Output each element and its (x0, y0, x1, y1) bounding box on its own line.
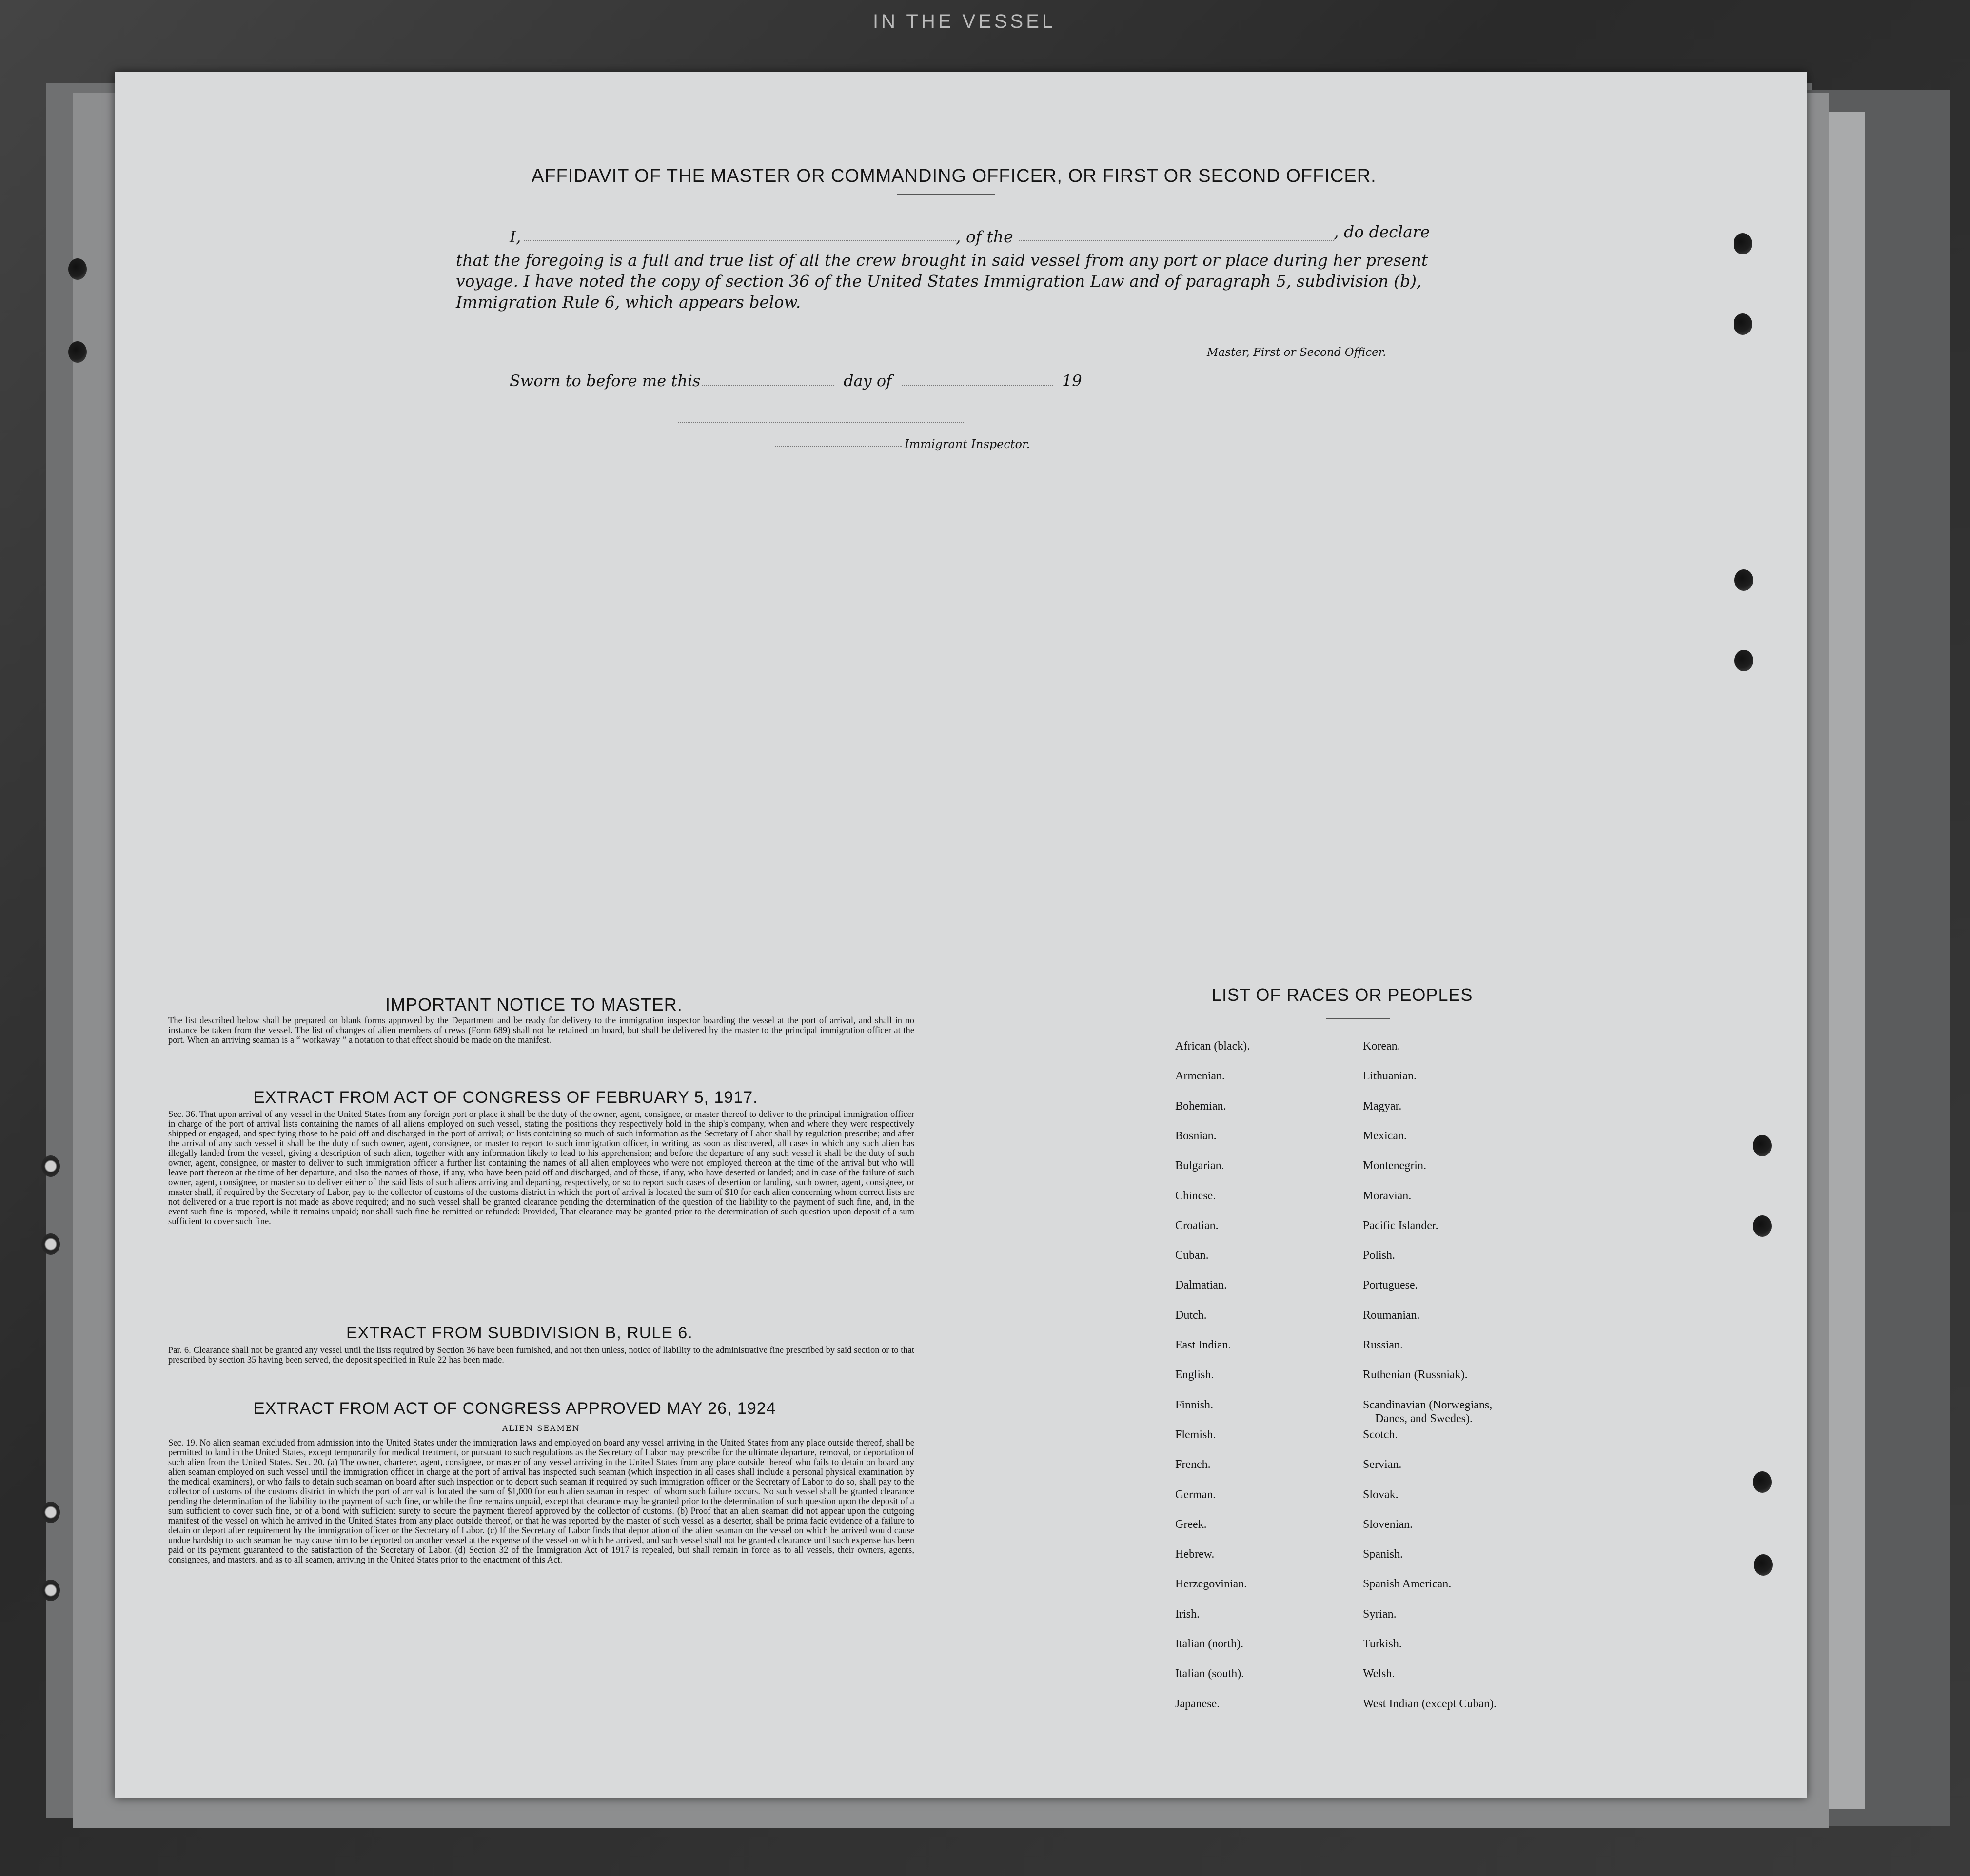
sworn-day-blank (702, 385, 834, 386)
inspector-line-1 (678, 422, 965, 423)
punch-hole (1753, 1471, 1772, 1493)
race-item: Pacific Islander. (1363, 1219, 1438, 1232)
race-item: Italian (south). (1175, 1667, 1244, 1681)
race-item: East Indian. (1175, 1339, 1231, 1351)
race-item: Croatian. (1175, 1219, 1219, 1232)
punch-hole (1754, 1554, 1773, 1576)
punch-hole (41, 1155, 60, 1177)
race-item: Russian. (1363, 1339, 1403, 1351)
race-item: Mexican. (1363, 1129, 1407, 1142)
race-item: Bosnian. (1175, 1129, 1217, 1142)
race-item: Greek. (1175, 1518, 1207, 1531)
sworn-label: Sworn to before me this (510, 371, 701, 390)
punch-hole (1734, 313, 1752, 335)
vessel-blank (1019, 240, 1334, 241)
extract2-title: EXTRACT FROM SUBDIVISION B, RULE 6. (346, 1324, 693, 1342)
race-item: French. (1175, 1458, 1211, 1471)
race-item: Syrian. (1363, 1607, 1397, 1621)
race-item: Roumanian. (1363, 1309, 1420, 1322)
race-item: Spanish American. (1363, 1578, 1452, 1591)
top-strip-text: IN THE VESSEL (873, 11, 1056, 32)
punch-hole (41, 1580, 60, 1601)
race-item: Cuban. (1175, 1249, 1209, 1262)
punch-hole (1734, 233, 1752, 254)
sworn-month-blank (902, 385, 1053, 386)
master-label: Master, First or Second Officer. (1207, 346, 1386, 359)
punch-hole (68, 341, 87, 363)
race-item: Scotch. (1363, 1428, 1398, 1441)
races-title: LIST OF RACES OR PEOPLES (1212, 985, 1473, 1005)
race-item: Servian. (1363, 1458, 1402, 1471)
race-item: Turkish. (1363, 1638, 1402, 1650)
year-label: 19 (1062, 371, 1082, 390)
punch-hole (41, 1502, 60, 1523)
punch-hole (1753, 1135, 1772, 1156)
notice-body: The list described below shall be prepared on blank forms approved by the Department and be ready for delivery to the immigration inspector boarding the vessel at the port of arrival, and shall in no instance be taken from the vessel. The list of changes of alien members of crews (Form 689) shall not be retained on board, but shall be delivered by the master to the principal immigration officer at the port. When an arriving seaman is a “ workaway ” a notation to that effect should be made on the manifest. (168, 1016, 914, 1045)
race-item: Welsh. (1363, 1667, 1395, 1681)
extract3-body: Sec. 19. No alien seaman excluded from admission into the United States under the immigration laws and employed on board any vessel arriving in the United States from any place outside thereof, shall be permitted to land in the United States, except temporarily for medical treatment, or pursuant to such regulations as the Secretary of Labor may prescribe for the ultimate departure, removal, or deportation of such alien from the United States. Sec. 20. (a) The owner, charterer, agent, consignee, or master of any vessel arriving in the United States from any place outside thereof who fails to detain on board any alien seaman employed on such vessel until the immigration officer in charge at the port of arrival has inspected such seaman (which inspection in all cases shall include a personal physical examination by the medical examiners), or who fails to detain such seaman on board after such inspection or to deport such seaman if required by such immigration officer or the Secretary of Labor to do so, shall pay to the collector of customs of the customs district in which the port of arrival is located the sum of $1,000 for each alien seaman in respect of whom such failure occurs. No such vessel shall be granted clearance pending the determination of the liability to the payment of such fine, or while the fine remains unpaid, except that clearance may be granted prior to the determination of such question upon the deposit of a sum sufficient to cover such fine, or of a bond with sufficient surety to secure the payment thereof approved by the collector of customs. (b) Proof that an alien seaman did not appear upon the outgoing manifest of the vessel on which he arrived in the United States from any place outside thereof, or that he was reported by the master of such vessel as a deserter, shall be prima facie evidence of a failure to detain or deport after requirement by the immigration officer or the Secretary of Labor. (c) If the Secretary of Labor finds that deportation of the alien seaman on the vessel on which he arrived would cause undue hardship to such seaman he may cause him to be deported on another vessel at the expense of the vessel on which he arrived, and such vessel shall not be granted clearance until such expense has been paid or its payment guaranteed to the satisfaction of the Secretary of Labor. (d) Section 32 of the Immigration Act of 1917 is repealed, but shall remain in force as to all vessels, their owners, agents, consignees, and masters, and as to all seamen, arriving in the United States prior to the enactment of this Act. (168, 1438, 914, 1565)
race-item: Italian (north). (1175, 1638, 1243, 1650)
race-item: Flemish. (1175, 1428, 1216, 1441)
race-item: Moravian. (1363, 1189, 1412, 1202)
day-of-label: day of (844, 371, 892, 390)
extract2-body: Par. 6. Clearance shall not be granted any vessel until the lists required by Section 36 have been furnished, and not then unless, notice of liability to the administrative fine prescribed by said section or to that prescribed by section 35 having been served, the deposit specified in Rule 22 has been made. (168, 1346, 914, 1365)
race-item: Polish. (1363, 1249, 1396, 1262)
name-blank (524, 240, 956, 241)
extract3-subtitle: ALIEN SEAMEN (502, 1424, 580, 1433)
race-item: Scandinavian (Norwegians, (1363, 1398, 1493, 1411)
race-item: Magyar. (1363, 1099, 1402, 1113)
punch-hole (1753, 1215, 1772, 1237)
affidavit-heading: AFFIDAVIT OF THE MASTER OR COMMANDING OFFICER, OR FIRST OR SECOND OFFICER. (532, 166, 1377, 186)
race-item: Bohemian. (1175, 1099, 1226, 1113)
race-item: Slovenian. (1363, 1518, 1413, 1531)
punch-hole (1734, 650, 1753, 671)
race-item: Spanish. (1363, 1548, 1403, 1561)
race-item: Bulgarian. (1175, 1159, 1224, 1172)
extract1-body: Sec. 36. That upon arrival of any vessel in the United States from any foreign port or place it shall be the duty of the owner, agent, consignee, or master thereof to deliver to the principal immigration officer in charge of the port of arrival lists containing the names of all aliens employed on such vessel, stating the positions they respectively hold in the ship's company, when and where they were respectively shipped or engaged, and specifying those to be paid off and discharged in the port of arrival; or lists containing so much of such information as the Secretary of Labor shall by regulation prescribe; and after the arrival of any such vessel it shall be the duty of such owner, agent, consignee, or master to report to such immigration officer, in writing, as soon as discovered, all cases in which any such alien has illegally landed from the vessel, giving a description of such alien, together with any information likely to lead to his apprehension; and before the departure of any such vessel it shall be the duty of such owner, agent, consignee, or master to deliver to such immigration officer a further list containing the names of all alien employees who were not employed thereon at the time of the arrival but who will leave port thereon at the time of her departure, and also the names of those, if any, who have been paid off and discharged, and of those, if any, who have deserted or landed; and in case of the failure of such owner, agent, consignee, or master so to deliver either of the said lists of such aliens arriving and departing, respectively, or so to report such cases of desertion or landing, such owner, agent, consignee, or master shall, if required by the Secretary of Labor, pay to the collector of customs of the customs district in which the port of arrival is located the sum of $10 for each alien concerning whom correct lists are not delivered or a true report is not made as above required; and no such vessel shall be granted clearance pending the determination of the question of the liability to the payment of such fine, and, in the event such fine is imposed, while it remains unpaid; nor shall such fine be remitted or refunded: Provided, That clearance may be granted prior to the determination of such question upon deposit of a sum sufficient to cover such fine. (168, 1110, 914, 1227)
race-item: Korean. (1363, 1040, 1400, 1053)
race-item: Ruthenian (Russniak). (1363, 1368, 1468, 1382)
race-item: Japanese. (1175, 1697, 1220, 1710)
race-item: Irish. (1175, 1607, 1200, 1621)
race-item: Montenegrin. (1363, 1159, 1426, 1172)
affidavit-i: I, (510, 227, 521, 246)
races-underline (1326, 1018, 1390, 1019)
race-item: Danes, and Swedes). (1375, 1412, 1473, 1425)
race-item: African (black). (1175, 1040, 1250, 1053)
affidavit-statement: that the foregoing is a full and true list of all the crew brought in said vessel from any port or place during her present voyage. I have noted the copy of section 36 of the United States Immigration Law and of paragraph 5, subdivision (b), Immigration Rule 6, which appears below. (456, 251, 1428, 312)
affidavit-of-the: , of the (956, 227, 1013, 246)
inspector-label: Immigrant Inspector. (905, 437, 1030, 451)
inspector-line-2 (775, 446, 902, 447)
extract1-title: EXTRACT FROM ACT OF CONGRESS OF FEBRUARY 5, 1917. (254, 1088, 758, 1107)
race-item: Finnish. (1175, 1398, 1214, 1411)
race-item: Dalmatian. (1175, 1279, 1227, 1292)
punch-hole (1734, 569, 1753, 591)
extract3-title: EXTRACT FROM ACT OF CONGRESS APPROVED MAY 26, 1924 (254, 1399, 776, 1418)
race-item: Herzegovinian. (1175, 1578, 1247, 1591)
punch-hole (41, 1233, 60, 1255)
race-item: German. (1175, 1488, 1216, 1501)
affidavit-declare: , do declare (1334, 222, 1430, 241)
race-item: Slovak. (1363, 1488, 1399, 1501)
race-item: Chinese. (1175, 1189, 1216, 1202)
race-item: Armenian. (1175, 1070, 1225, 1083)
heading-underline (897, 194, 995, 195)
race-item: Hebrew. (1175, 1548, 1215, 1561)
punch-hole (68, 258, 87, 280)
race-item: English. (1175, 1368, 1214, 1382)
race-item: Portuguese. (1363, 1279, 1418, 1292)
race-item: Lithuanian. (1363, 1070, 1417, 1083)
race-item: West Indian (except Cuban). (1363, 1697, 1497, 1710)
notice-title: IMPORTANT NOTICE TO MASTER. (385, 995, 683, 1015)
race-item: Dutch. (1175, 1309, 1207, 1322)
